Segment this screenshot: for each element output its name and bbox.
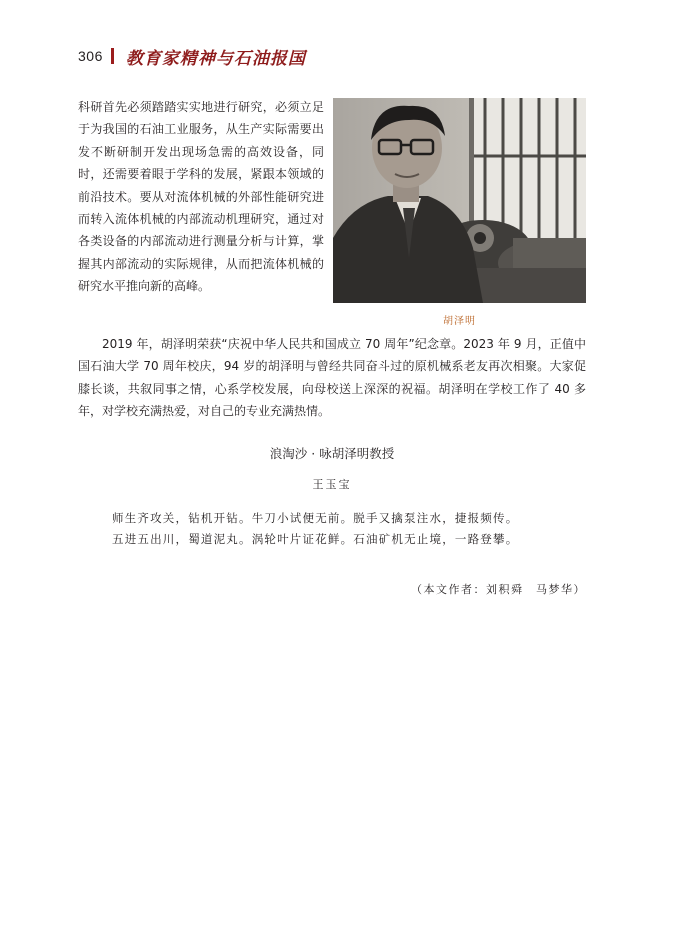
header-divider — [111, 48, 114, 64]
portrait-photo — [333, 98, 586, 303]
poem-title: 浪淘沙 · 咏胡泽明教授 — [269, 446, 395, 461]
author-byline: （本文作者：刘积舜 马梦华） — [411, 583, 586, 596]
photo-caption: 胡泽明 — [443, 316, 476, 327]
body-paragraph-2: 2019 年，胡泽明荣获“庆祝中华人民共和国成立 70 周年”纪念章。2023 年 9 月，正值中国石油大学 70 周年校庆，94 岁的胡泽明与曾经共同奋斗过的原机械系老友再次相聚。大家促膝长谈，共叙同事之情，心系学校发展，向母校送上深深的祝福。胡泽明在学校工作了 40 多年，对学校充满热爱，对自己的专业充满热情。 — [78, 337, 586, 419]
poem-line: 五进五出川，蜀道泥丸。涡轮叶片证花鲜。石油矿机无止境，一路登攀。 — [112, 532, 519, 546]
running-title: 教育家精神与石油报国 — [125, 48, 306, 69]
poem-line: 师生齐攻关，钻机开钻。牛刀小试便无前。脱手又擒泵注水，捷报频传。 — [112, 511, 519, 525]
page-header — [78, 42, 306, 70]
page-number: 306 — [78, 48, 103, 64]
poem-author: 王玉宝 — [312, 478, 352, 491]
body-paragraph-1: 科研首先必须踏踏实实地进行研究，必须立足于为我国的石油工业服务，从生产实际需要出发不断研制开发出现场急需的高效设备，同时，还需要着眼于学科的发展，紧跟本领域的前沿技术。要从对流体机械的外部性能研究进而转入流体机械的内部流动机理研究，通过对各类设备的内部流动进行测量分析与计算，掌握其内部流动的实际规律，从而把流体机械的研究水平推向新的高峰。 — [78, 100, 324, 294]
